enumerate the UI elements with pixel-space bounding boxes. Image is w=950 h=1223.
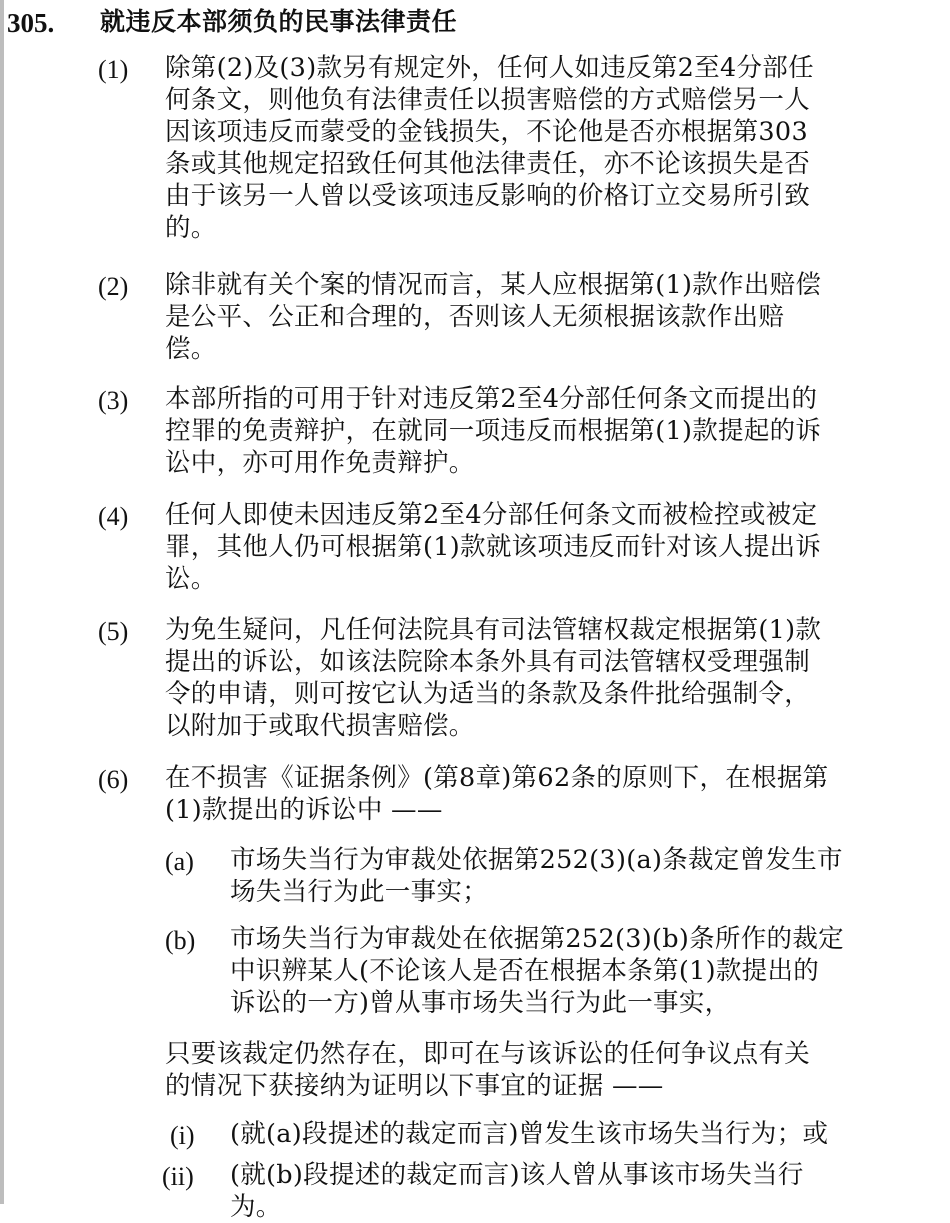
text-line: 为。	[230, 1192, 282, 1222]
text-line: 只要该裁定仍然存在，即可在与该诉讼的任何争议点有关	[165, 1039, 811, 1069]
subparagraph-text	[230, 1118, 828, 1150]
subparagraph-text	[230, 1159, 804, 1223]
text-line: 除非就有关个案的情况而言，某人应根据第(1)款作出赔偿	[165, 270, 822, 300]
subsection-text	[165, 52, 814, 244]
text-line: 场失当行为此一事实；	[230, 877, 489, 907]
subsection-number: (4)	[98, 502, 129, 531]
subsection-text	[165, 614, 821, 742]
subsection-number: (3)	[98, 386, 129, 415]
text-line: 是公平、公正和合理的，否则该人无须根据该款作出赔	[165, 302, 785, 332]
text-line: 中识辨某人(不论该人是否在根据本条第(1)款提出的	[230, 956, 820, 986]
subsection-number: (6)	[98, 765, 129, 794]
subsection-text	[165, 383, 821, 479]
text-line: 讼。	[165, 564, 217, 594]
section-title: 就违反本部须负的民事法律责任	[100, 7, 458, 36]
paragraph-number: (b)	[165, 926, 196, 955]
text-line: 罪，其他人仍可根据第(1)款就该项违反而针对该人提出诉	[165, 532, 822, 562]
text-line: 任何人即使未因违反第2至4分部任何条文而被检控或被定	[165, 500, 818, 530]
text-line: 市场失当行为审裁处在依据第252(3)(b)条所作的裁定	[230, 924, 844, 954]
text-line: (就(b)段提述的裁定而言)该人曾从事该市场失当行	[230, 1160, 804, 1190]
text-line: 提出的诉讼，如该法院除本条外具有司法管辖权受理强制	[165, 647, 811, 677]
text-line: 诉讼的一方)曾从事市场失当行为此一事实，	[230, 988, 731, 1018]
subparagraph-number: (i)	[170, 1121, 195, 1150]
subsection-number: (2)	[98, 272, 129, 301]
paragraph-number: (a)	[165, 847, 194, 876]
subsection-text	[165, 762, 828, 826]
text-line: 偿。	[165, 334, 217, 364]
text-line: 条或其他规定招致任何其他法律责任，亦不论该损失是否	[165, 149, 811, 179]
section-number: 305.	[7, 8, 55, 38]
continuation-text	[165, 1038, 810, 1102]
paragraph-text	[230, 923, 844, 1019]
text-line: 的情况下获接纳为证明以下事宜的证据 ——	[165, 1071, 664, 1101]
text-line: (1)款提出的诉讼中 ——	[165, 795, 443, 825]
subsection-number: (5)	[98, 617, 129, 646]
text-line: 除第(2)及(3)款另有规定外，任何人如违反第2至4分部任	[165, 53, 814, 83]
text-line: 为免生疑问，凡任何法院具有司法管辖权裁定根据第(1)款	[165, 615, 822, 645]
text-line: 在不损害《证据条例》(第8章)第62条的原则下，在根据第	[165, 763, 829, 793]
text-line: (就(a)段提述的裁定而言)曾发生该市场失当行为；或	[230, 1119, 829, 1149]
text-line: 市场失当行为审裁处依据第252(3)(a)条裁定曾发生市	[230, 845, 843, 875]
subsection-text	[165, 269, 821, 365]
text-line: 的。	[165, 213, 217, 243]
text-line: 讼中，亦可用作免责辩护。	[165, 448, 475, 478]
text-line: 本部所指的可用于针对违反第2至4分部任何条文而提出的	[165, 384, 818, 414]
text-line: 何条文，则他负有法律责任以损害赔偿的方式赔偿另一人	[165, 85, 811, 115]
subsection-number: (1)	[98, 55, 129, 84]
paragraph-text	[230, 844, 843, 908]
text-line: 控罪的免责辩护，在就同一项违反而根据第(1)款提起的诉	[165, 416, 822, 446]
text-line: 以附加于或取代损害赔偿。	[165, 711, 475, 741]
text-line: 令的申请，则可按它认为适当的条款及条件批给强制令，	[165, 679, 811, 709]
text-line: 因该项违反而蒙受的金钱损失，不论他是否亦根据第303	[165, 117, 808, 147]
text-line: 由于该另一人曾以受该项违反影响的价格订立交易所引致	[165, 181, 811, 211]
subparagraph-number: (ii)	[162, 1162, 194, 1191]
subsection-text	[165, 499, 821, 595]
